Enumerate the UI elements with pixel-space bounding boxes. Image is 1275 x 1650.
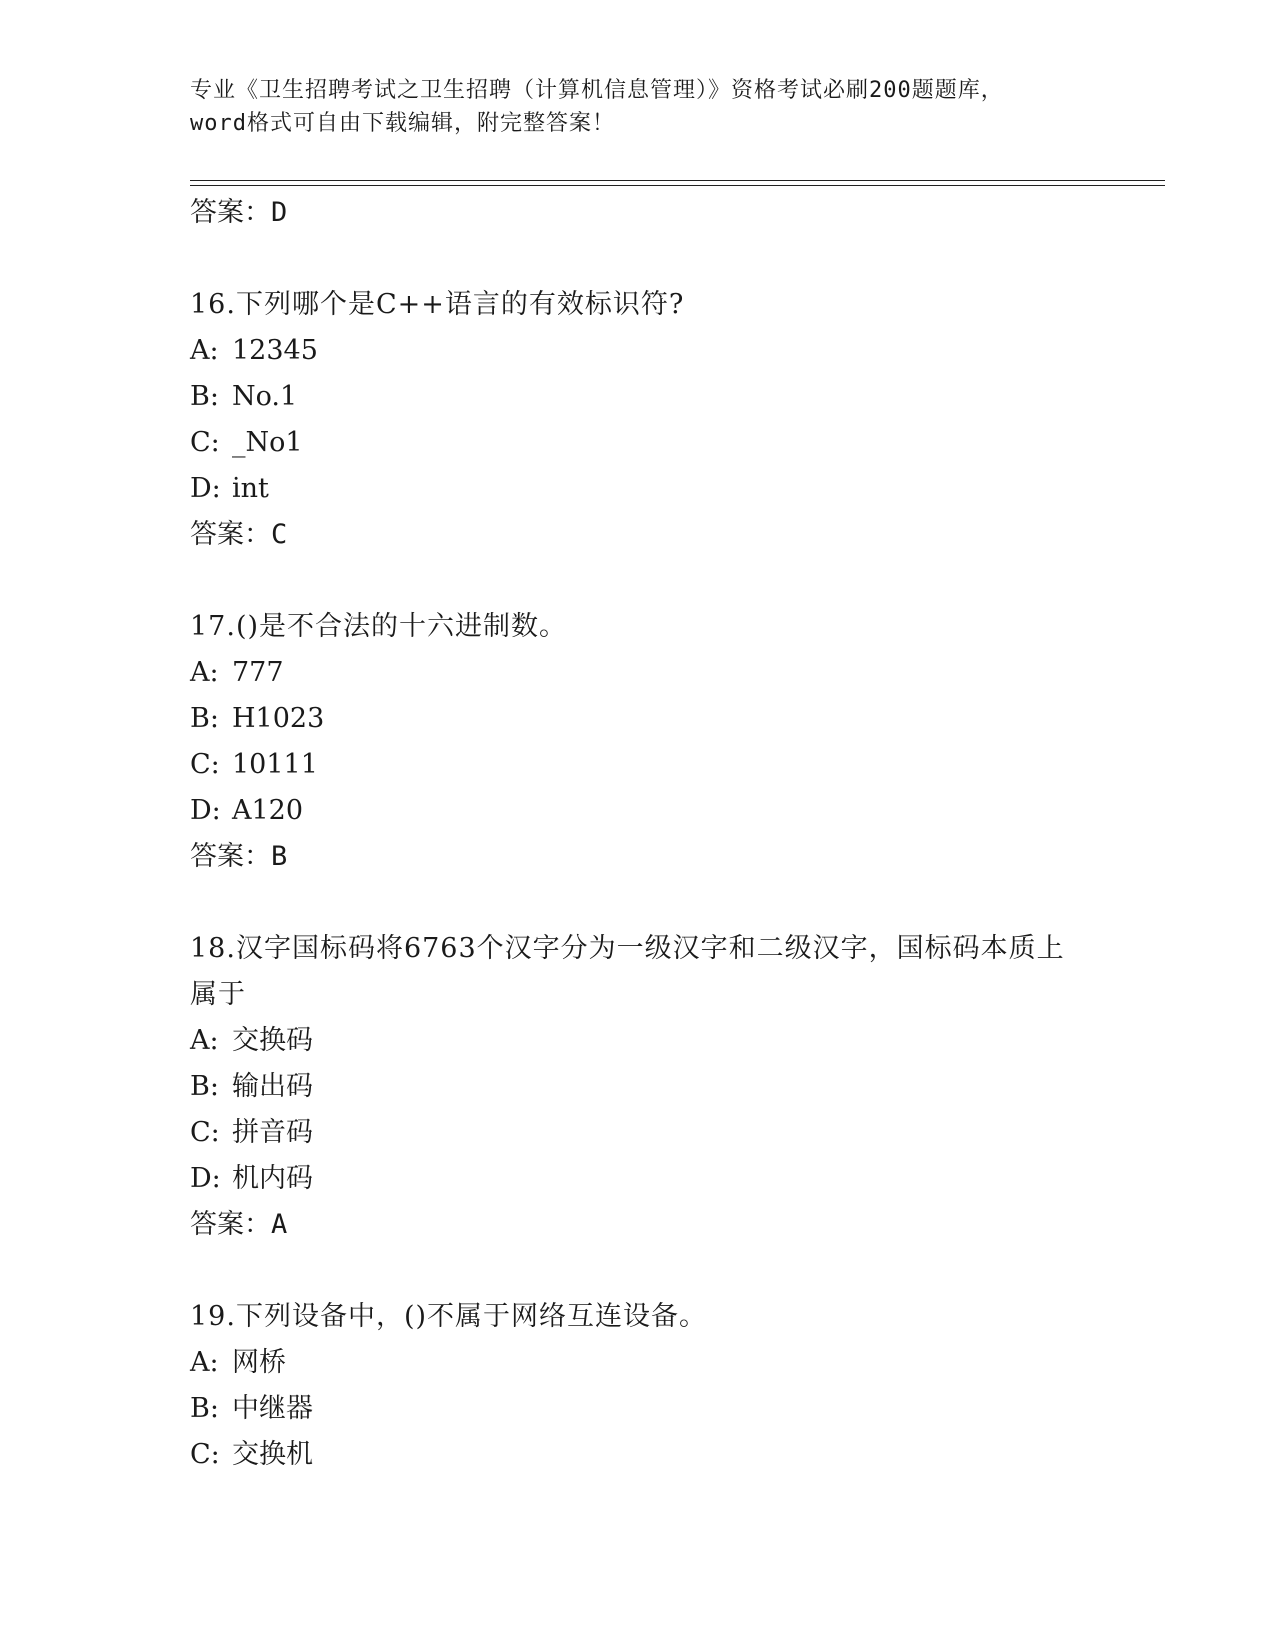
question-block [190,604,1090,880]
question-title: 16.下列哪个是C++语言的有效标识符? [190,289,685,320]
answer-line: 答案：A [190,1209,288,1240]
option-b: B: 中继器 [190,1393,313,1424]
option-d: D: 机内码 [190,1163,313,1194]
option-c: C: 拼音码 [190,1117,313,1148]
option-b: B: H1023 [190,703,325,734]
header-line-2: word格式可自由下载编辑，附完整答案！ [190,111,615,136]
question-block [190,282,1090,558]
previous-answer: 答案：D [190,197,288,228]
option-c: C: 交换机 [190,1439,313,1470]
question-block [190,926,1090,1248]
option-a: A: 交换码 [190,1025,313,1056]
question-list [190,190,1090,1478]
page-header [190,74,1090,140]
option-a: A: 777 [190,657,284,688]
question-title: 19.下列设备中，()不属于网络互连设备。 [190,1301,708,1332]
option-a: A: 网桥 [190,1347,286,1378]
answer-line: 答案：B [190,841,288,872]
question-title: 17.()是不合法的十六进制数。 [190,611,568,642]
header-divider-top [190,180,1165,181]
header-divider-bottom [190,185,1165,186]
option-c: C: 10111 [190,749,318,780]
option-c: C: _No1 [190,427,303,458]
option-d: D: int [190,473,269,504]
option-d: D: A120 [190,795,304,826]
question-title: 18.汉字国标码将6763个汉字分为一级汉字和二级汉字，国标码本质上属于 [190,933,1065,1010]
option-b: B: 输出码 [190,1071,313,1102]
option-b: B: No.1 [190,381,298,412]
header-line-1: 专业《卫生招聘考试之卫生招聘（计算机信息管理）》资格考试必刷200题题库， [190,78,1004,103]
question-block [190,1294,1090,1478]
option-a: A: 12345 [190,335,318,366]
answer-line: 答案：C [190,519,288,550]
